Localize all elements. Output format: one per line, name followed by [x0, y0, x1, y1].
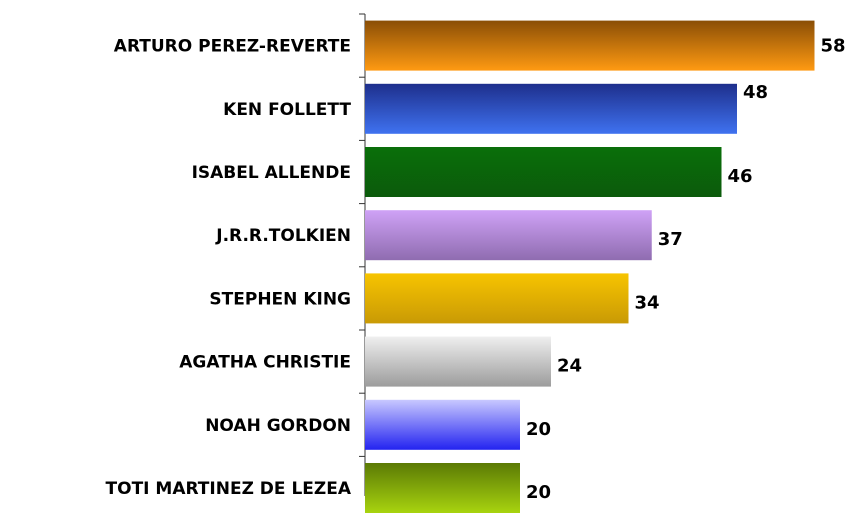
bar	[365, 147, 722, 197]
category-label: J.R.R.TOLKIEN	[216, 226, 351, 247]
bar	[365, 463, 520, 513]
value-label: 58	[820, 35, 846, 57]
value-label: 46	[727, 166, 753, 187]
value-label: 20	[526, 418, 552, 440]
value-label: 34	[634, 292, 660, 314]
bar	[365, 337, 551, 387]
category-label: TOTI MARTINEZ DE LEZEA	[105, 479, 351, 499]
value-label: 20	[526, 482, 552, 503]
category-label: KEN FOLLETT	[223, 99, 351, 120]
bar	[365, 210, 652, 260]
category-label: ARTURO PEREZ-REVERTE	[113, 36, 351, 57]
bar	[365, 21, 815, 71]
category-label: AGATHA CHRISTIE	[179, 352, 351, 373]
category-label: STEPHEN KING	[209, 289, 351, 310]
value-label: 37	[657, 229, 683, 251]
bar	[365, 273, 629, 323]
bar	[365, 84, 737, 134]
category-label: ISABEL ALLENDE	[191, 163, 351, 183]
bar	[365, 400, 520, 450]
category-label: NOAH GORDON	[205, 415, 351, 436]
value-label: 24	[557, 355, 583, 377]
value-label: 48	[743, 81, 769, 103]
